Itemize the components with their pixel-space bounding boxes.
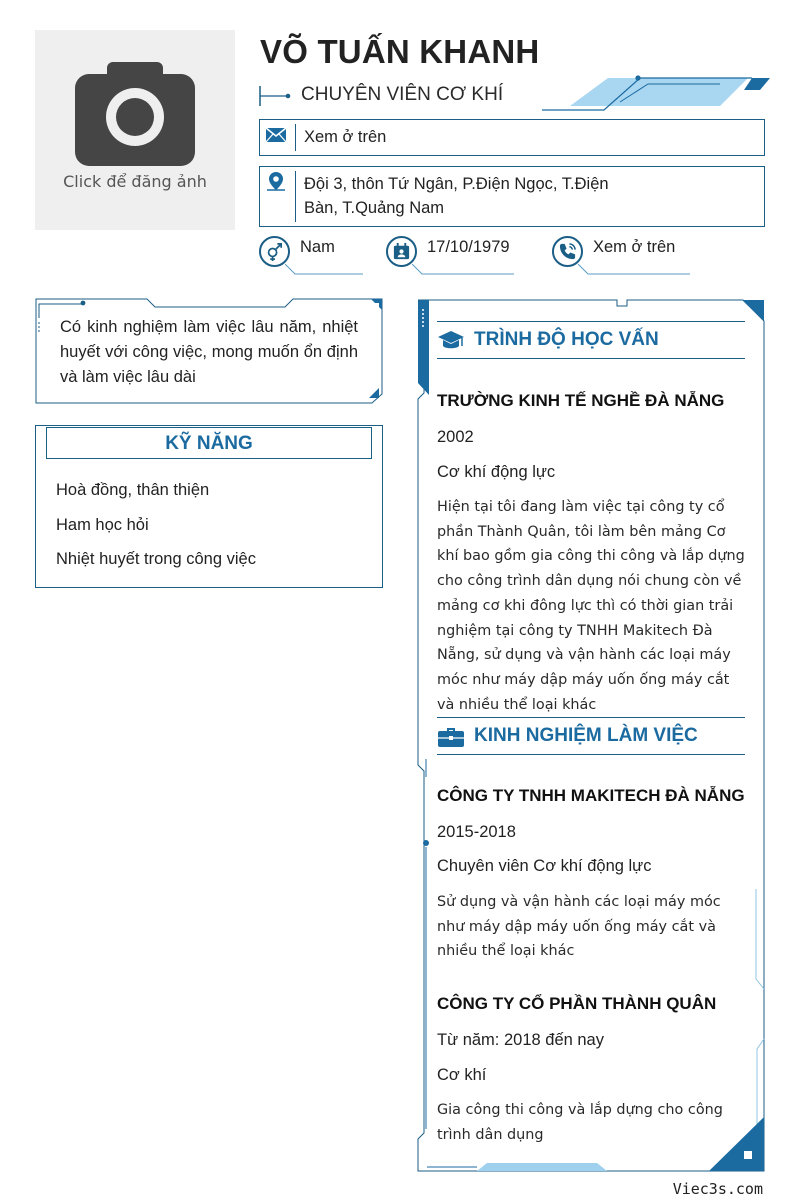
school-name: TRƯỜNG KINH TẾ NGHỀ ĐÀ NẴNG	[437, 391, 725, 410]
title-line-decoration	[259, 86, 293, 106]
briefcase-icon	[437, 725, 465, 749]
watermark: Viec3s.com	[672, 1180, 763, 1198]
phone-value: Xem ở trên	[593, 238, 676, 256]
job-description: Gia công thi công và lắp dựng cho công trình dân dụng	[437, 1102, 723, 1143]
right-panel	[417, 299, 766, 1173]
graduation-cap-icon	[437, 329, 465, 353]
job-period: 2015-2018	[437, 823, 516, 841]
company-name: CÔNG TY CỔ PHẦN THÀNH QUÂN	[437, 994, 717, 1013]
skill-item: Ham học hỏi	[56, 516, 149, 534]
gender-icon	[265, 242, 284, 261]
skills-section	[35, 425, 383, 588]
avatar-upload[interactable]	[35, 30, 235, 230]
company-name: CÔNG TY TNHH MAKITECH ĐÀ NẴNG	[437, 786, 745, 805]
education-year: 2002	[437, 428, 474, 446]
job-period: Từ năm: 2018 đến nay	[437, 1031, 604, 1049]
experience-header	[437, 717, 745, 755]
education-major: Cơ khí động lực	[437, 463, 556, 481]
education-header	[437, 321, 745, 359]
job-title: CHUYÊN VIÊN CƠ KHÍ	[301, 84, 504, 105]
skill-item: Nhiệt huyết trong công việc	[56, 550, 256, 568]
job-position: Chuyên viên Cơ khí động lực	[437, 857, 652, 875]
candidate-name: VÕ TUẤN KHANH	[260, 33, 540, 70]
email-value: Xem ở trên	[304, 128, 387, 146]
skills-title: KỸ NĂNG	[165, 433, 253, 454]
calendar-icon	[392, 242, 411, 261]
gender-row	[259, 236, 369, 276]
job-description: Sử dụng và vận hành các loại máy móc như máy dập máy uốn ống máy cắt và nhiều thể loại khác	[437, 894, 721, 960]
address-row	[259, 166, 765, 227]
dob-row	[386, 236, 521, 276]
location-pin-icon	[264, 171, 288, 193]
gender-value: Nam	[300, 238, 335, 256]
skill-item: Hoà đồng, thân thiện	[56, 481, 210, 499]
education-description: Hiện tại tôi đang làm việc tại công ty cổ phần Thành Quân, tôi làm bên mảng Cơ khí bao gồm gia công thi công và lắp dựng cho công trình dân dụng nói chung còn về mảng cơ khi đông lực thì có thời gian trải nghiệm tại công ty TNHH Makitech Đà Nẵng, sử dụng và vận hành các loại máy móc như máy dập máy uốn ống máy cắt và nhiều thể loại khác	[437, 499, 745, 713]
skills-title-box	[46, 427, 372, 459]
phone-row	[552, 236, 692, 276]
email-row	[259, 119, 765, 156]
phone-icon	[558, 242, 577, 261]
dob-value: 17/10/1979	[427, 238, 510, 256]
job-position: Cơ khí	[437, 1066, 487, 1084]
objective-text: Có kinh nghiệm làm việc lâu năm, nhiệt huyết với công việc, mong muốn ổn định và làm việc lâu dài	[60, 318, 358, 386]
experience-title: KINH NGHIỆM LÀM VIỆC	[474, 725, 698, 746]
address-value: Đội 3, thôn Tứ Ngân, P.Điện Ngọc, T.Điện Bàn, T.Quảng Nam	[304, 175, 609, 217]
camera-icon	[75, 58, 195, 166]
photo-caption: Click để đăng ảnh	[63, 172, 207, 191]
header-decoration	[540, 74, 770, 114]
education-title: TRÌNH ĐỘ HỌC VẤN	[474, 329, 659, 350]
envelope-icon	[264, 124, 288, 146]
career-objective	[35, 298, 383, 404]
